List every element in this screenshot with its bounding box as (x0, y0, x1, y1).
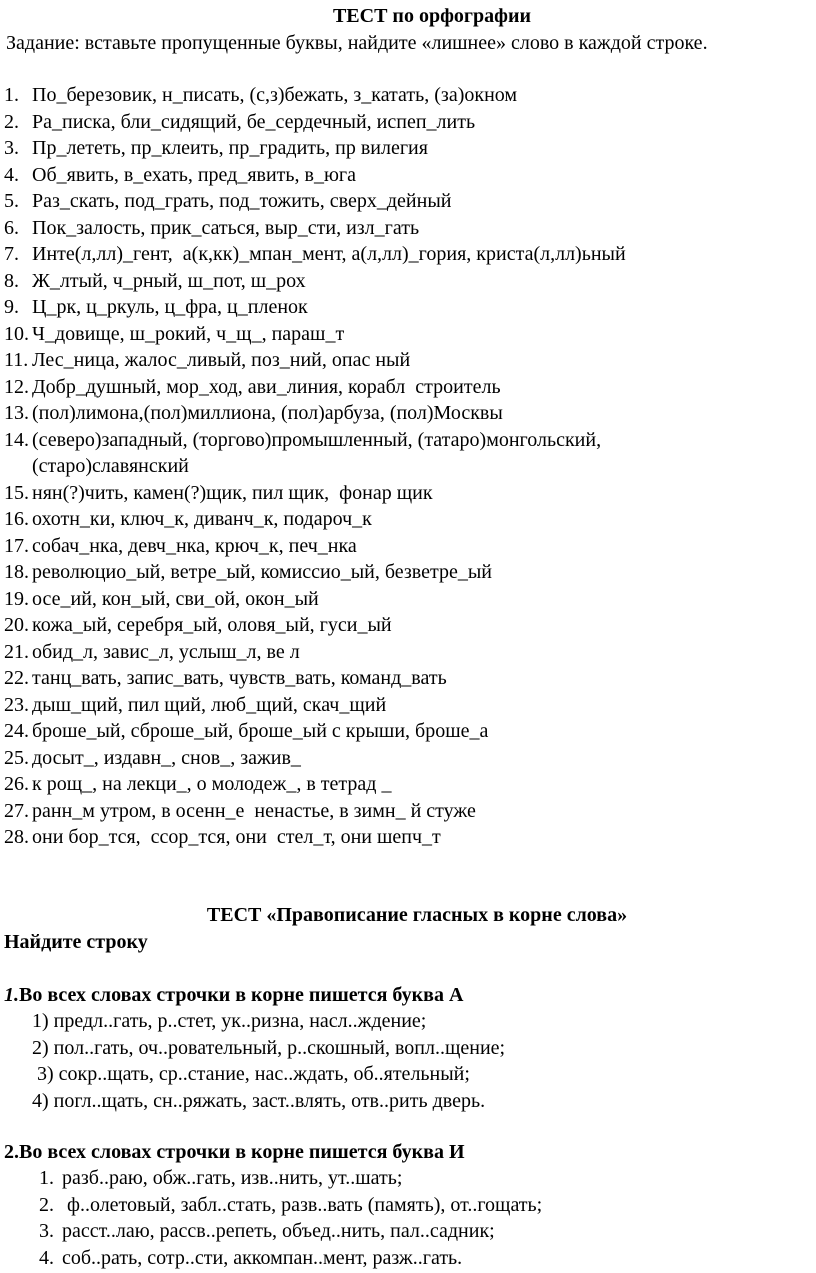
test1-item (0, 241, 810, 268)
item-number: 27. (4, 799, 29, 822)
item-text: Об_явить, в_ехать, пред_явить, в_юга (32, 163, 357, 186)
item-text: охотн_ки, ключ_к, диванч_к, подароч_к (32, 508, 372, 530)
question-1-number: 1. (4, 984, 19, 1006)
test1-items (0, 82, 810, 851)
test1-item (0, 771, 810, 798)
item-text: Раз_скать, под_грать, под_тожить, сверх_дейный (32, 190, 452, 212)
item-text: обид_л, завис_л, услыш_л, ве л (32, 640, 300, 663)
item-text: революцио_ый, ветре_ый, комиссио_ый, безветре_ый (32, 561, 493, 583)
test1-item (0, 321, 810, 348)
item-text: к рощ_, на лекци_, о молодеж_, в тетрад _ (32, 773, 392, 795)
item-number: 25. (4, 746, 29, 769)
item-number: 13. (4, 402, 29, 424)
test1-item (0, 400, 810, 427)
item-text: досыт_, издавн_, снов_, зажив_ (32, 746, 301, 769)
option-number: 1. (39, 1167, 54, 1189)
test1-item (0, 559, 810, 586)
test1-title: ТЕСТ по орфографии (332, 5, 532, 27)
option-text: ф..олетовый, забл..стать, разв..вать (память), от..гощать; (62, 1193, 543, 1216)
question-2-option (0, 1245, 542, 1272)
question-1-option: 4) погл..щать, сн..ряжать, заст..влять, отв..рить дверь. (32, 1089, 486, 1112)
item-text: осе_ий, кон_ый, сви_ой, окон_ый (32, 587, 319, 610)
test1-item-continuation: (старо)славянский (32, 455, 189, 477)
item-text: нян(?)чить, камен(?)щик, пил щик, фонар щик (32, 481, 433, 504)
item-number: 16. (4, 508, 29, 530)
test1-item (0, 745, 810, 772)
test1-item (0, 612, 810, 639)
test1-item (0, 639, 810, 666)
item-text: Инте(л,лл)_гент, а(к,кк)_мпан_мент, а(л,лл)_гория, криста(л,лл)ьный (32, 243, 626, 265)
option-number: 4. (39, 1246, 54, 1269)
question-1-option: 1) предл..гать, р..стет, ук..ризна, насл..ждение; (32, 1010, 427, 1032)
test1-item (0, 480, 810, 507)
test1-item (0, 692, 810, 719)
test1-item (0, 427, 810, 454)
item-number: 11. (4, 349, 29, 371)
item-number: 14. (4, 428, 29, 451)
item-text: Добр_душный, мор_ход, ави_линия, корабл строитель (32, 375, 501, 398)
item-text: Пок_залость, прик_саться, выр_сти, изл_гать (32, 216, 420, 239)
item-text: Пр_лететь, пр_клеить, пр_градить, пр вилегия (32, 137, 428, 159)
question-2-option (0, 1218, 542, 1245)
item-number: 18. (4, 561, 29, 583)
question-1-text: Во всех словах строчки в корне пишется буква А (19, 984, 464, 1006)
question-1-option: 2) пол..гать, оч..ровательный, р..скошный, вопл..щение; (32, 1036, 506, 1059)
item-text: они бор_тся, ссор_тся, они стел_т, они шепч_т (32, 826, 441, 848)
test1-item (0, 718, 810, 745)
item-text: Ж_лтый, ч_рный, ш_пот, ш_рох (32, 269, 306, 292)
item-number: 20. (4, 614, 29, 636)
item-text: кожа_ый, серебря_ый, оловя_ый, гуси_ый (32, 614, 392, 636)
item-number: 21. (4, 640, 29, 663)
option-text: расст..лаю, рассв..репеть, объед..нить, пал..садник; (62, 1220, 495, 1242)
item-number: 3. (4, 137, 19, 159)
item-number: 9. (4, 296, 19, 318)
item-number: 24. (4, 720, 29, 742)
item-number: 1. (4, 84, 19, 106)
test1-item (0, 82, 810, 109)
item-text: дыш_щий, пил щий, люб_щий, скач_щий (32, 693, 387, 716)
item-number: 15. (4, 481, 29, 504)
option-number: 3. (39, 1220, 54, 1242)
item-number: 8. (4, 269, 19, 292)
test1-item (0, 665, 810, 692)
test1-item (0, 268, 810, 295)
test1-item (0, 294, 810, 321)
test1-item (0, 506, 810, 533)
question-2-option (0, 1192, 542, 1219)
item-text: Лес_ница, жалос_ливый, поз_ний, опас ный (32, 349, 411, 371)
item-number: 7. (4, 243, 19, 265)
item-text: Ра_писка, бли_сидящий, бе_сердечный, испеп_лить (32, 110, 476, 133)
item-text: По_березовик, н_писать, (с,з)бежать, з_катать, (за)окном (32, 84, 518, 106)
option-number: 2. (39, 1193, 54, 1216)
test1-task: Задание: вставьте пропущенные буквы, найдите «лишнее» слово в каждой строке. (6, 32, 708, 54)
test1-item (0, 374, 810, 401)
test1-item (0, 162, 810, 189)
question-2: 2.Во всех словах строчки в корне пишется буква И (4, 1141, 465, 1163)
item-number: 26. (4, 773, 29, 795)
item-number: 12. (4, 375, 29, 398)
test1-item (0, 798, 810, 825)
item-number: 23. (4, 693, 29, 716)
item-number: 19. (4, 587, 29, 610)
test1-item (0, 347, 810, 374)
test1-item (0, 533, 810, 560)
test2-title: ТЕСТ «Правописание гласных в корне слова» (206, 904, 628, 926)
test1-item (0, 586, 810, 613)
item-text: (пол)лимона,(пол)миллиона, (пол)арбуза, (пол)Москвы (32, 402, 503, 424)
item-text: (северо)западный, (торгово)промышленный, (татаро)монгольский, (32, 428, 602, 451)
item-number: 2. (4, 110, 19, 133)
test1-item (0, 109, 810, 136)
question-1-options (32, 1008, 505, 1114)
item-text: Ц_рк, ц_ркуль, ц_фра, ц_пленок (32, 296, 308, 318)
item-text: Ч_довище, ш_рокий, ч_щ_, параш_т (32, 322, 345, 345)
question-1 (4, 982, 463, 1009)
item-number: 17. (4, 534, 29, 557)
item-text: броше_ый, сброше_ый, броше_ый с крыши, броше_а (32, 720, 489, 742)
question-2-option (0, 1165, 542, 1192)
item-number: 4. (4, 163, 19, 186)
test1-item (0, 824, 810, 851)
item-number: 28. (4, 826, 29, 848)
test2-instruction: Найдите строку (4, 931, 148, 953)
test1-item (0, 135, 810, 162)
option-text: соб..рать, сотр..сти, аккомпан..мент, разж..гать. (62, 1246, 463, 1269)
item-number: 10. (4, 322, 29, 345)
question-1-option: 3) сокр..щать, ср..стание, нас..ждать, об..ятельный; (32, 1063, 470, 1085)
test1-item (0, 188, 810, 215)
item-number: 22. (4, 667, 29, 689)
item-text: танц_вать, запис_вать, чувств_вать, команд_вать (32, 667, 447, 689)
item-number: 6. (4, 216, 19, 239)
test1-item (0, 215, 810, 242)
item-text: собач_нка, девч_нка, крюч_к, печ_нка (32, 534, 357, 557)
option-text: разб..раю, обж..гать, изв..нить, ут..шать; (62, 1167, 403, 1189)
item-text: ранн_м утром, в осенн_е ненастье, в зимн_ й стуже (32, 799, 476, 822)
question-2-options (0, 1165, 542, 1271)
item-number: 5. (4, 190, 19, 212)
